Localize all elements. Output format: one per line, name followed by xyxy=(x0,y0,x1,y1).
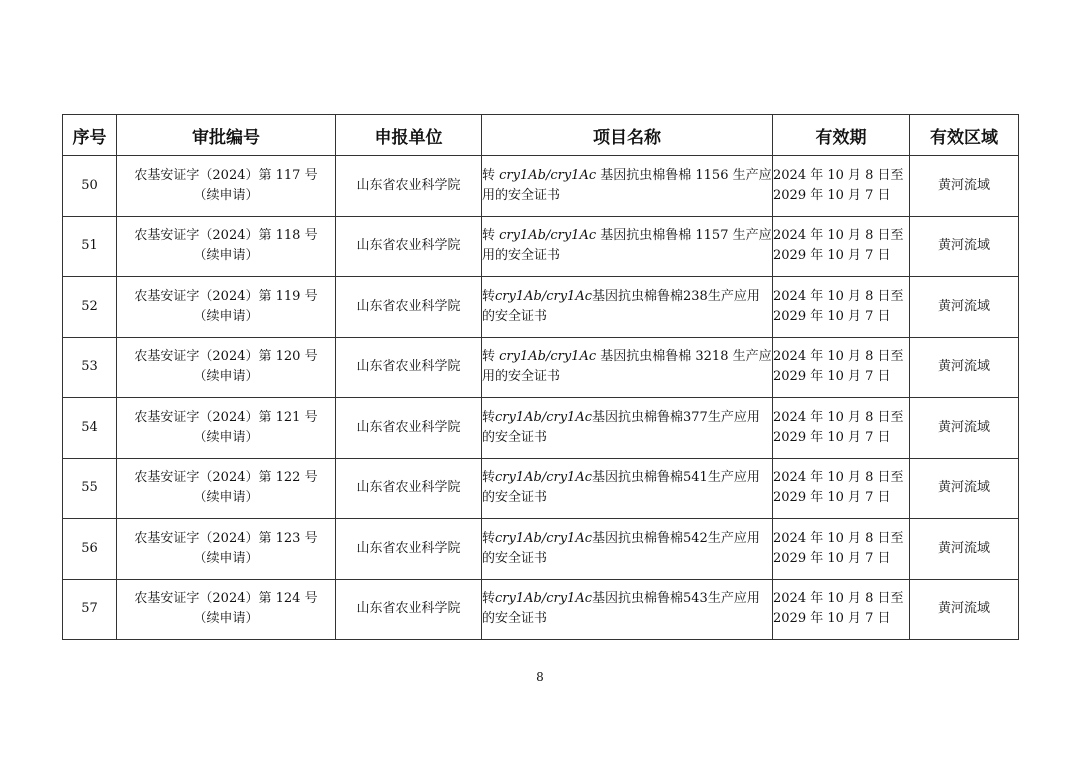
project-name-prefix: 转 xyxy=(482,228,500,244)
approval-number-text: 农基安证字（2024）第 120 号 xyxy=(134,349,318,365)
approval-number-text: 农基安证字（2024）第 118 号 xyxy=(134,228,318,244)
table-row xyxy=(63,579,1019,640)
row-project-name xyxy=(482,277,773,338)
renewal-note: （续申请） xyxy=(193,369,259,385)
row-serial: 54 xyxy=(63,398,117,459)
row-applicant: 山东省农业科学院 xyxy=(336,337,482,398)
gene-name: cry1Ab/cry1Ac xyxy=(495,409,592,425)
project-name-prefix: 转 xyxy=(482,470,496,486)
row-applicant: 山东省农业科学院 xyxy=(336,216,482,277)
row-approval-number xyxy=(117,337,336,398)
project-name-prefix: 转 xyxy=(482,167,500,183)
renewal-note: （续申请） xyxy=(193,429,259,445)
approval-number-text: 农基安证字（2024）第 121 号 xyxy=(134,409,318,425)
row-validity: 2024 年 10 月 8 日至 2029 年 10 月 7 日 xyxy=(773,458,910,519)
renewal-note: （续申请） xyxy=(193,550,259,566)
approval-number-text: 农基安证字（2024）第 124 号 xyxy=(134,591,318,607)
row-approval-number xyxy=(117,579,336,640)
row-validity: 2024 年 10 月 8 日至 2029 年 10 月 7 日 xyxy=(773,579,910,640)
row-serial: 56 xyxy=(63,519,117,580)
row-validity: 2024 年 10 月 8 日至 2029 年 10 月 7 日 xyxy=(773,216,910,277)
header-applicant: 申报单位 xyxy=(336,115,482,156)
project-name-prefix: 转 xyxy=(482,349,500,365)
table-header-row xyxy=(63,115,1019,156)
row-approval-number xyxy=(117,398,336,459)
row-project-name xyxy=(482,398,773,459)
row-region: 黄河流域 xyxy=(910,277,1019,338)
row-serial: 51 xyxy=(63,216,117,277)
table-row xyxy=(63,458,1019,519)
approval-number-text: 农基安证字（2024）第 123 号 xyxy=(134,530,318,546)
table-row xyxy=(63,216,1019,277)
row-project-name xyxy=(482,579,773,640)
approval-number-text: 农基安证字（2024）第 117 号 xyxy=(134,167,318,183)
project-name-suffix: 基因抗虫棉鲁棉238生产应用的安全证书 xyxy=(482,288,760,324)
approval-table xyxy=(62,114,1019,640)
page-number: 8 xyxy=(536,670,544,684)
row-applicant: 山东省农业科学院 xyxy=(336,458,482,519)
row-region: 黄河流域 xyxy=(910,458,1019,519)
row-validity: 2024 年 10 月 8 日至 2029 年 10 月 7 日 xyxy=(773,398,910,459)
approval-number-text: 农基安证字（2024）第 119 号 xyxy=(134,288,318,304)
row-serial: 52 xyxy=(63,277,117,338)
table-row xyxy=(63,398,1019,459)
project-name-suffix: 基因抗虫棉鲁棉541生产应用的安全证书 xyxy=(482,470,760,506)
renewal-note: （续申请） xyxy=(193,308,259,324)
project-name-suffix: 基因抗虫棉鲁棉 3218 生产应用的安全证书 xyxy=(482,349,772,385)
row-region: 黄河流域 xyxy=(910,337,1019,398)
row-applicant: 山东省农业科学院 xyxy=(336,277,482,338)
renewal-note: （续申请） xyxy=(193,248,259,264)
table-row xyxy=(63,519,1019,580)
row-region: 黄河流域 xyxy=(910,519,1019,580)
row-applicant: 山东省农业科学院 xyxy=(336,519,482,580)
row-approval-number xyxy=(117,458,336,519)
row-approval-number xyxy=(117,519,336,580)
row-region: 黄河流域 xyxy=(910,216,1019,277)
gene-name: cry1Ab/cry1Ac xyxy=(495,591,592,607)
row-validity: 2024 年 10 月 8 日至 2029 年 10 月 7 日 xyxy=(773,337,910,398)
row-applicant: 山东省农业科学院 xyxy=(336,398,482,459)
project-name-suffix: 基因抗虫棉鲁棉543生产应用的安全证书 xyxy=(482,591,760,627)
row-region: 黄河流域 xyxy=(910,398,1019,459)
gene-name: cry1Ab/cry1Ac xyxy=(499,228,597,244)
row-applicant: 山东省农业科学院 xyxy=(336,579,482,640)
row-serial: 55 xyxy=(63,458,117,519)
header-approval-number: 审批编号 xyxy=(117,115,336,156)
header-serial: 序号 xyxy=(63,115,117,156)
project-name-prefix: 转 xyxy=(482,530,496,546)
row-region: 黄河流域 xyxy=(910,156,1019,217)
row-validity: 2024 年 10 月 8 日至 2029 年 10 月 7 日 xyxy=(773,519,910,580)
project-name-suffix: 基因抗虫棉鲁棉377生产应用的安全证书 xyxy=(482,409,760,445)
row-project-name xyxy=(482,519,773,580)
row-region: 黄河流域 xyxy=(910,579,1019,640)
gene-name: cry1Ab/cry1Ac xyxy=(495,530,592,546)
gene-name: cry1Ab/cry1Ac xyxy=(499,167,597,183)
project-name-suffix: 基因抗虫棉鲁棉 1157 生产应用的安全证书 xyxy=(482,228,772,264)
row-serial: 50 xyxy=(63,156,117,217)
row-project-name xyxy=(482,458,773,519)
renewal-note: （续申请） xyxy=(193,490,259,506)
row-approval-number xyxy=(117,277,336,338)
header-project-name: 项目名称 xyxy=(482,115,773,156)
row-serial: 53 xyxy=(63,337,117,398)
project-name-prefix: 转 xyxy=(482,591,496,607)
renewal-note: （续申请） xyxy=(193,187,259,203)
row-applicant: 山东省农业科学院 xyxy=(336,156,482,217)
row-project-name xyxy=(482,216,773,277)
table-row xyxy=(63,277,1019,338)
gene-name: cry1Ab/cry1Ac xyxy=(495,288,592,304)
table-row xyxy=(63,156,1019,217)
row-validity: 2024 年 10 月 8 日至 2029 年 10 月 7 日 xyxy=(773,277,910,338)
row-project-name xyxy=(482,337,773,398)
header-region: 有效区域 xyxy=(910,115,1019,156)
project-name-suffix: 基因抗虫棉鲁棉 1156 生产应用的安全证书 xyxy=(482,167,772,203)
header-validity: 有效期 xyxy=(773,115,910,156)
project-name-suffix: 基因抗虫棉鲁棉542生产应用的安全证书 xyxy=(482,530,760,566)
row-project-name xyxy=(482,156,773,217)
approval-number-text: 农基安证字（2024）第 122 号 xyxy=(134,470,318,486)
row-validity: 2024 年 10 月 8 日至 2029 年 10 月 7 日 xyxy=(773,156,910,217)
renewal-note: （续申请） xyxy=(193,611,259,627)
gene-name: cry1Ab/cry1Ac xyxy=(495,470,592,486)
row-approval-number xyxy=(117,216,336,277)
row-serial: 57 xyxy=(63,579,117,640)
project-name-prefix: 转 xyxy=(482,409,496,425)
table-row xyxy=(63,337,1019,398)
row-approval-number xyxy=(117,156,336,217)
gene-name: cry1Ab/cry1Ac xyxy=(499,349,597,365)
project-name-prefix: 转 xyxy=(482,288,496,304)
